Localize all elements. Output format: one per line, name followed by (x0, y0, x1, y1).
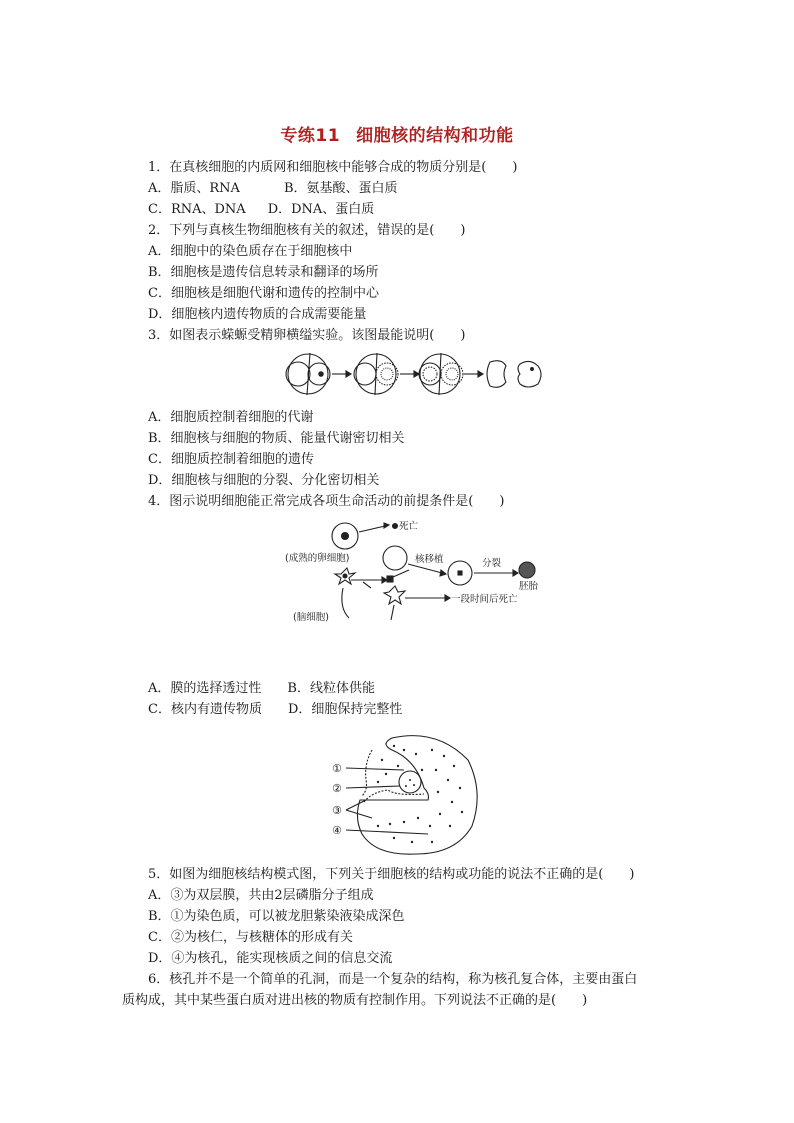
question-2-stem: 2．下列与真核生物细胞核有关的叙述，错误的是( ) (148, 223, 466, 238)
question-3-option-d: D．细胞核与细胞的分裂、分化密切相关 (148, 473, 380, 488)
option-c: C．RNA、DNA (148, 202, 246, 217)
question-2-option-a: A．细胞中的染色质存在于细胞核中 (148, 244, 353, 259)
title-topic: 细胞核的结构和功能 (356, 126, 514, 146)
label-2: ② (332, 782, 342, 795)
label-1: ① (332, 762, 342, 775)
title-number: 专练11 (280, 126, 341, 146)
label-embryo: 胚胎 (519, 581, 539, 592)
label-4: ④ (332, 824, 342, 837)
label-dead: 死亡 (399, 521, 419, 532)
nucleus-structure-figure (332, 730, 482, 858)
question-1-options-ab (148, 180, 398, 198)
question-5-option-a: A．③为双层膜，共由2层磷脂分子组成 (148, 888, 374, 903)
question-4-options-cd (148, 701, 402, 719)
question-6-line-1: 6．核孔并不是一个简单的孔洞，而是一个复杂的结构，称为核孔复合体，主要由蛋白 (148, 972, 638, 987)
page-title (0, 121, 794, 146)
question-2-option-c: C．细胞核是细胞代谢和遗传的控制中心 (148, 286, 379, 301)
question-3-option-b: B．细胞核与细胞的物质、能量代谢密切相关 (148, 431, 405, 446)
question-2-option-b: B．细胞核是遗传信息转录和翻译的场所 (148, 265, 379, 280)
label-dies-later: 一段时间后死亡 (451, 594, 518, 605)
question-4-options-ab (148, 680, 375, 698)
option-b: B．氨基酸、蛋白质 (283, 181, 398, 196)
option-a: A．膜的选择透过性 (148, 681, 262, 696)
label-divide: 分裂 (482, 558, 502, 569)
option-d: D．DNA、蛋白质 (267, 202, 375, 217)
question-5-option-c: C．②为核仁，与核糖体的形成有关 (148, 930, 353, 945)
question-1-options-cd (148, 201, 374, 219)
question-6-line-2: 质构成，其中某些蛋白质对进出核的物质有控制作用。下列说法不正确的是( ) (122, 993, 588, 1008)
nuclear-transplant-figure (285, 518, 555, 626)
label-3: ③ (332, 804, 342, 817)
question-4-stem: 4．图示说明细胞能正常完成各项生命活动的前提条件是( ) (148, 494, 505, 509)
label-nuclear-transplant: 核移植 (415, 554, 444, 565)
option-c: C．核内有遗传物质 (148, 702, 262, 717)
option-d: D．细胞保持完整性 (287, 702, 403, 717)
question-3-stem: 3．如图表示蝾螈受精卵横缢实验。该图最能说明( ) (148, 328, 466, 343)
newt-egg-ligation-figure (280, 352, 546, 396)
question-3-option-a: A．细胞质控制着细胞的代谢 (148, 410, 314, 425)
option-b: B．线粒体供能 (287, 681, 375, 696)
question-5-option-d: D．④为核孔，能实现核质之间的信息交流 (148, 951, 393, 966)
question-5-option-b: B．①为染色质，可以被龙胆紫染液染成深色 (148, 909, 405, 924)
label-mature-egg: (成熟的卵细胞) (285, 553, 350, 564)
label-brain-cell: (脑细胞) (293, 612, 329, 623)
question-2-option-d: D．细胞核内遗传物质的合成需要能量 (148, 307, 367, 322)
question-5-stem: 5．如图为细胞核结构模式图，下列关于细胞核的结构或功能的说法不正确的是( ) (148, 867, 635, 882)
option-a: A．脂质、RNA (148, 181, 240, 196)
question-3-option-c: C．细胞质控制着细胞的遗传 (148, 452, 314, 467)
question-1-stem: 1．在真核细胞的内质网和细胞核中能够合成的物质分别是( ) (148, 160, 518, 175)
